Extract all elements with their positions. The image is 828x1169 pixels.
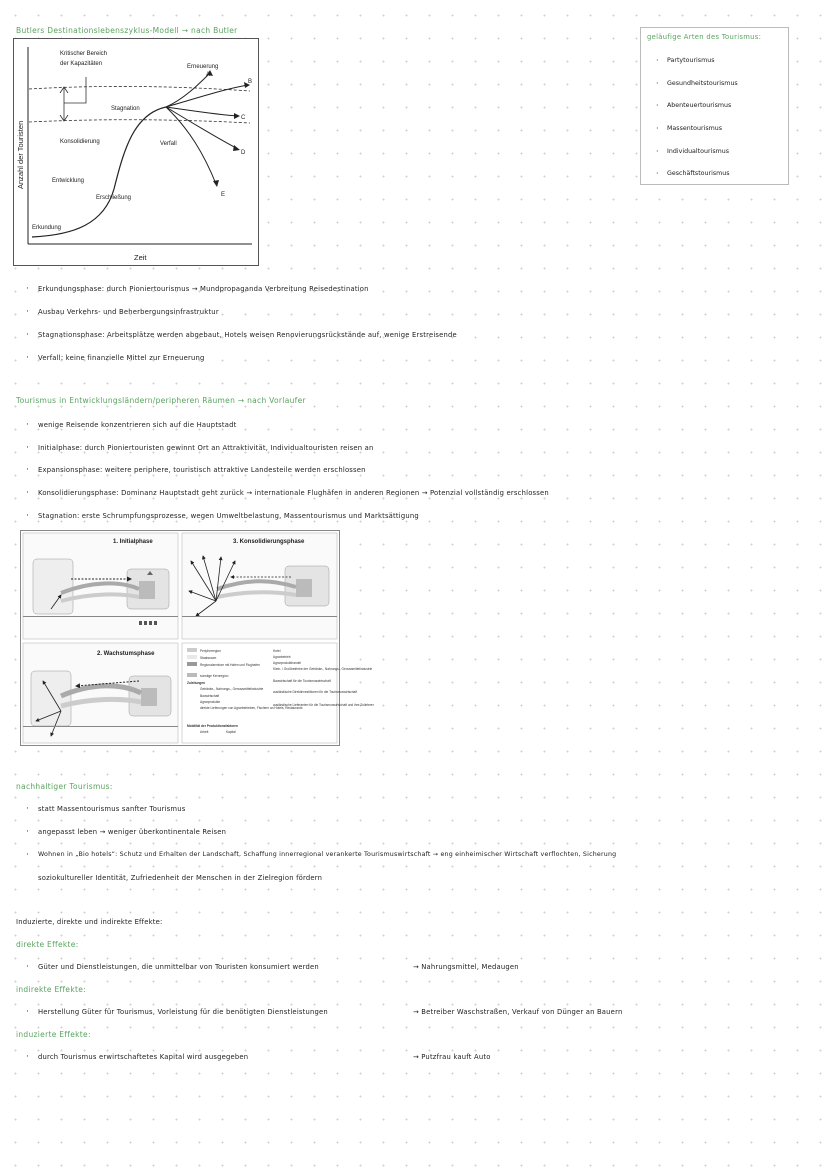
panel-3-title: 3. Konsolidierungsphase	[233, 539, 305, 545]
note-arrow-line: → Betreiber Waschstraßen, Verkauf von Dünger an Bauern	[413, 1008, 623, 1016]
note-line: · Initialphase: durch Pioniertouristen gewinnt Ort an Attraktivität, Individualtouristen reisen an	[38, 444, 373, 452]
letter-a: A	[206, 72, 211, 78]
svg-text:Agrarprodukte: Agrarprodukte	[200, 700, 221, 704]
tourism-type-item: · Geschäftstourismus	[667, 170, 730, 177]
svg-text:ausländische Direktinvestition: ausländische Direktinvestitionen für die Tourismuswirtschaft	[273, 690, 358, 694]
svg-text:Arbeit: Arbeit	[200, 730, 209, 734]
lifecycle-curve	[32, 107, 166, 237]
svg-text:Bauwirtschaft: Bauwirtschaft	[200, 694, 220, 698]
butler-diagram	[13, 38, 259, 266]
capacity-lower-line	[29, 120, 250, 123]
note-line: · statt Massentourismus sanfter Tourismus	[38, 805, 186, 813]
branch-a	[166, 73, 210, 107]
critical-label-1: Kritischer Bereich	[60, 51, 108, 57]
svg-text:Klein- / Großbetriebe der Getr: Klein- / Großbetriebe der Getränke-, Nahrungs-, Genussmittelindustrie	[273, 667, 373, 671]
tourism-type-item: · Massentourismus	[667, 125, 722, 132]
stage-stagnation: Stagnation	[111, 106, 140, 112]
note-line: soziokultureller Identität, Zufriedenheit der Menschen in der Zielregion fördern	[38, 874, 323, 882]
branch-c	[166, 107, 238, 116]
note-line: · wenige Reisende konzentrieren sich auf die Hauptstadt	[38, 421, 237, 429]
svg-text:Agrarbetrieb: Agrarbetrieb	[273, 655, 291, 659]
note-line: · Herstellung Güter für Tourismus, Vorleistung für die benötigten Dienstleistungen	[38, 1008, 328, 1016]
tourism-type-item: · Abenteuertourismus	[667, 102, 731, 109]
stage-konsolidierung: Konsolidierung	[60, 139, 100, 145]
svg-text:Bauwirtschaft für die Tourismu: Bauwirtschaft für die Tourismuswirtschaft	[273, 679, 331, 683]
sustainable-title: nachhaltiger Tourismus:	[16, 782, 113, 791]
butler-title: Butlers Destinationslebenszyklus-Modell → nach Butler	[16, 26, 238, 35]
stage-verfall: Verfall	[160, 141, 177, 147]
note-line: · angepasst leben → weniger überkontinentale Reisen	[38, 828, 226, 836]
tourism-type-item: · Partytourismus	[667, 57, 715, 64]
letter-d: D	[241, 150, 246, 156]
note-line: · Stagnation: erste Schrumpfungsprozesse, wegen Umweltbelastung, Massentourismus und Marktsättigung	[38, 512, 419, 520]
panel-2-title: 2. Wachstumsphase	[97, 651, 155, 657]
induced-effects-title: induzierte Effekte:	[16, 1030, 91, 1039]
branch-b	[166, 85, 248, 107]
stage-entwicklung: Entwicklung	[52, 178, 85, 184]
vorlaufer-diagram	[20, 530, 374, 746]
note-line: · Güter und Dienstleistungen, die unmittelbar von Touristen konsumiert werden	[38, 963, 319, 971]
svg-text:Regionalzentrum mit Hafen und: Regionalzentrum mit Hafen und Flughafen	[200, 663, 260, 667]
svg-text:Hotel: Hotel	[273, 649, 281, 653]
critical-pointer	[64, 77, 86, 103]
note-arrow-line: → Nahrungsmittel, Medaugen	[413, 963, 519, 971]
tourism-type-item: · Gesundheitstourismus	[667, 80, 738, 87]
letter-b: B	[248, 79, 253, 85]
indirect-effects-title: indirekte Effekte:	[16, 985, 86, 994]
svg-text:Zuleitungen: Zuleitungen	[187, 681, 206, 685]
branch-d	[166, 107, 238, 149]
y-axis-label: Anzahl der Touristen	[16, 120, 25, 189]
note-arrow-line: → Putzfrau kauft Auto	[413, 1053, 491, 1061]
note-line: · Wohnen in „Bio hotels“: Schutz und Erhalten der Landschaft, Schaffung innerregional verankerte Tourismuswirtschaft → eng einheimischer Wirtschaft verflochten, Sicherung	[38, 851, 616, 858]
svg-text:Peripherregion: Peripherregion	[200, 649, 221, 653]
note-line: · durch Tourismus erwirtschaftetes Kapital wird ausgegeben	[38, 1053, 248, 1061]
svg-text:Getränke-, Nahrungs-, Genussmi: Getränke-, Nahrungs-, Genussmittelindustrie	[200, 687, 264, 691]
stage-erneuerung: Erneuerung	[187, 64, 219, 70]
svg-text:direkte Lieferungen von Agrarb: direkte Lieferungen von Agrarbetrieben, Fischern an Hotels, Restaurants	[200, 706, 303, 710]
note-line: · Expansionsphase: weitere periphere, touristisch attraktive Landesteile werden erschlossen	[38, 466, 366, 474]
svg-text:Kapital: Kapital	[226, 730, 236, 734]
vorlaufer-title: Tourismus in Entwicklungsländern/peripheren Räumen → nach Vorlaufer	[16, 396, 306, 405]
critical-label-2: der Kapazitäten	[60, 61, 103, 67]
note-line: · Ausbau Verkehrs- und Beherbergungsinfrastruktur	[38, 308, 219, 316]
note-line: · Verfall: keine finanzielle Mittel zur Erneuerung	[38, 354, 205, 362]
butler-curve-chart	[14, 39, 258, 265]
note-line: · Konsolidierungsphase: Dominanz Hauptstadt geht zurück → internationale Flughäfen in anderen Regionen → Potenzial vollständig erschlossen	[38, 489, 549, 497]
note-line: · Erkundungsphase: durch Pioniertourismus → Mundpropaganda Verbreitung Reisedestination	[38, 285, 369, 293]
svg-text:ausländische Lieferanten für d: ausländische Lieferanten für die Tourismuswirtschaft und ihre Zulieferer	[273, 703, 374, 707]
direct-effects-title: direkte Effekte:	[16, 940, 79, 949]
effects-intro: Induzierte, direkte und indirekte Effekte:	[16, 918, 163, 926]
tourism-types-title: geläufige Arten des Tourismus:	[647, 33, 762, 41]
letter-c: C	[241, 115, 246, 121]
tourism-types-box	[640, 27, 789, 185]
x-axis-label: Zeit	[134, 253, 147, 262]
stage-erkundung: Erkundung	[32, 225, 62, 231]
note-line: · Stagnationsphase: Arbeitsplätze werden abgebaut, Hotels weisen Renovierungsrückstände auf, wenige Erstreisende	[38, 331, 457, 339]
svg-text:sonstige Kernregion: sonstige Kernregion	[200, 674, 229, 678]
stage-erschliessung: Erschließung	[96, 195, 132, 201]
svg-text:Mobilität der Produktionsfakto: Mobilität der Produktionsfaktoren	[187, 724, 239, 728]
tourism-type-item: · Individualtourismus	[667, 148, 729, 155]
svg-text:Staatsraum: Staatsraum	[200, 656, 217, 660]
panel-1-title: 1. Initialphase	[113, 539, 153, 545]
letter-e: E	[221, 192, 226, 198]
svg-text:Agrarprodukthandel: Agrarprodukthandel	[273, 661, 301, 665]
